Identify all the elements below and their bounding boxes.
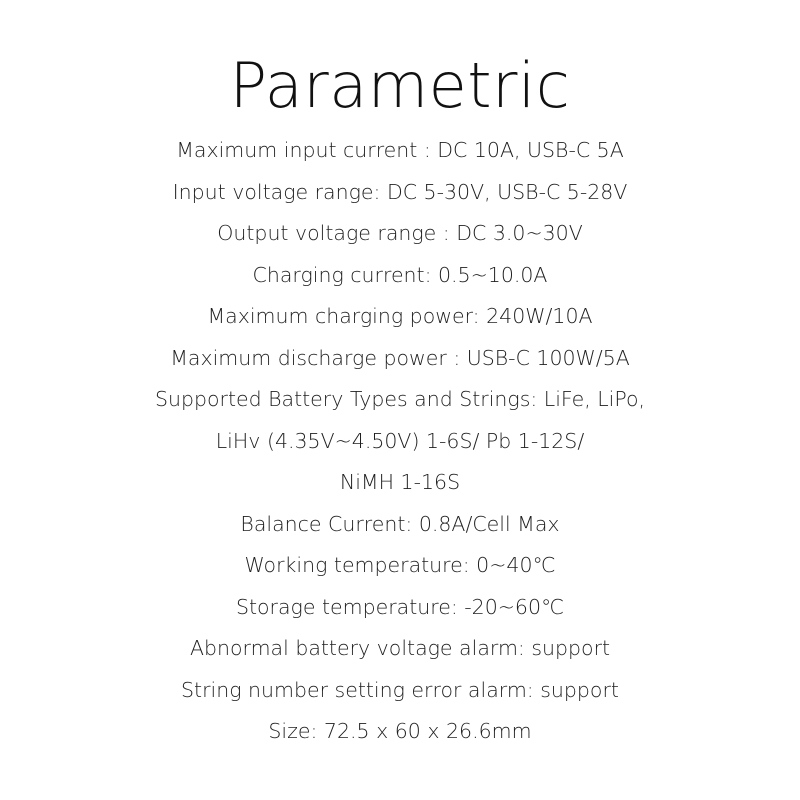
spec-balance-current: Balance Current: 0.8A/Cell Max bbox=[240, 511, 560, 536]
spec-max-discharge-power: Maximum discharge power : USB-C 100W/5A bbox=[170, 345, 630, 370]
spec-abnormal-voltage-alarm: Abnormal battery voltage alarm: support bbox=[189, 636, 611, 660]
spec-list bbox=[0, 130, 800, 753]
page-title: Parametric bbox=[229, 49, 571, 122]
spec-output-voltage-range: Output voltage range : DC 3.0~30V bbox=[217, 221, 583, 245]
spec-working-temperature: Working temperature: 0~40℃ bbox=[244, 553, 556, 577]
spec-string-error-alarm: String number setting error alarm: support bbox=[181, 677, 619, 702]
spec-size: Size: 72.5 x 60 x 26.6mm bbox=[268, 719, 532, 743]
spec-battery-types-line-1: Supported Battery Types and Strings: LiFe, LiPo, bbox=[154, 387, 646, 411]
spec-charging-current: Charging current: 0.5~10.0A bbox=[252, 262, 548, 287]
spec-max-charging-power: Maximum charging power: 240W/10A bbox=[207, 304, 593, 328]
spec-battery-types-line-2: LiHv (4.35V~4.50V) 1-6S/ Pb 1-12S/ bbox=[215, 428, 585, 453]
spec-max-input-current: Maximum input current : DC 10A, USB-C 5A bbox=[176, 138, 624, 162]
spec-input-voltage-range: Input voltage range: DC 5-30V, USB-C 5-28V bbox=[172, 179, 628, 204]
spec-storage-temperature: Storage temperature: -20~60℃ bbox=[235, 594, 565, 619]
spec-battery-types-line-3: NiMH 1-16S bbox=[339, 470, 461, 494]
